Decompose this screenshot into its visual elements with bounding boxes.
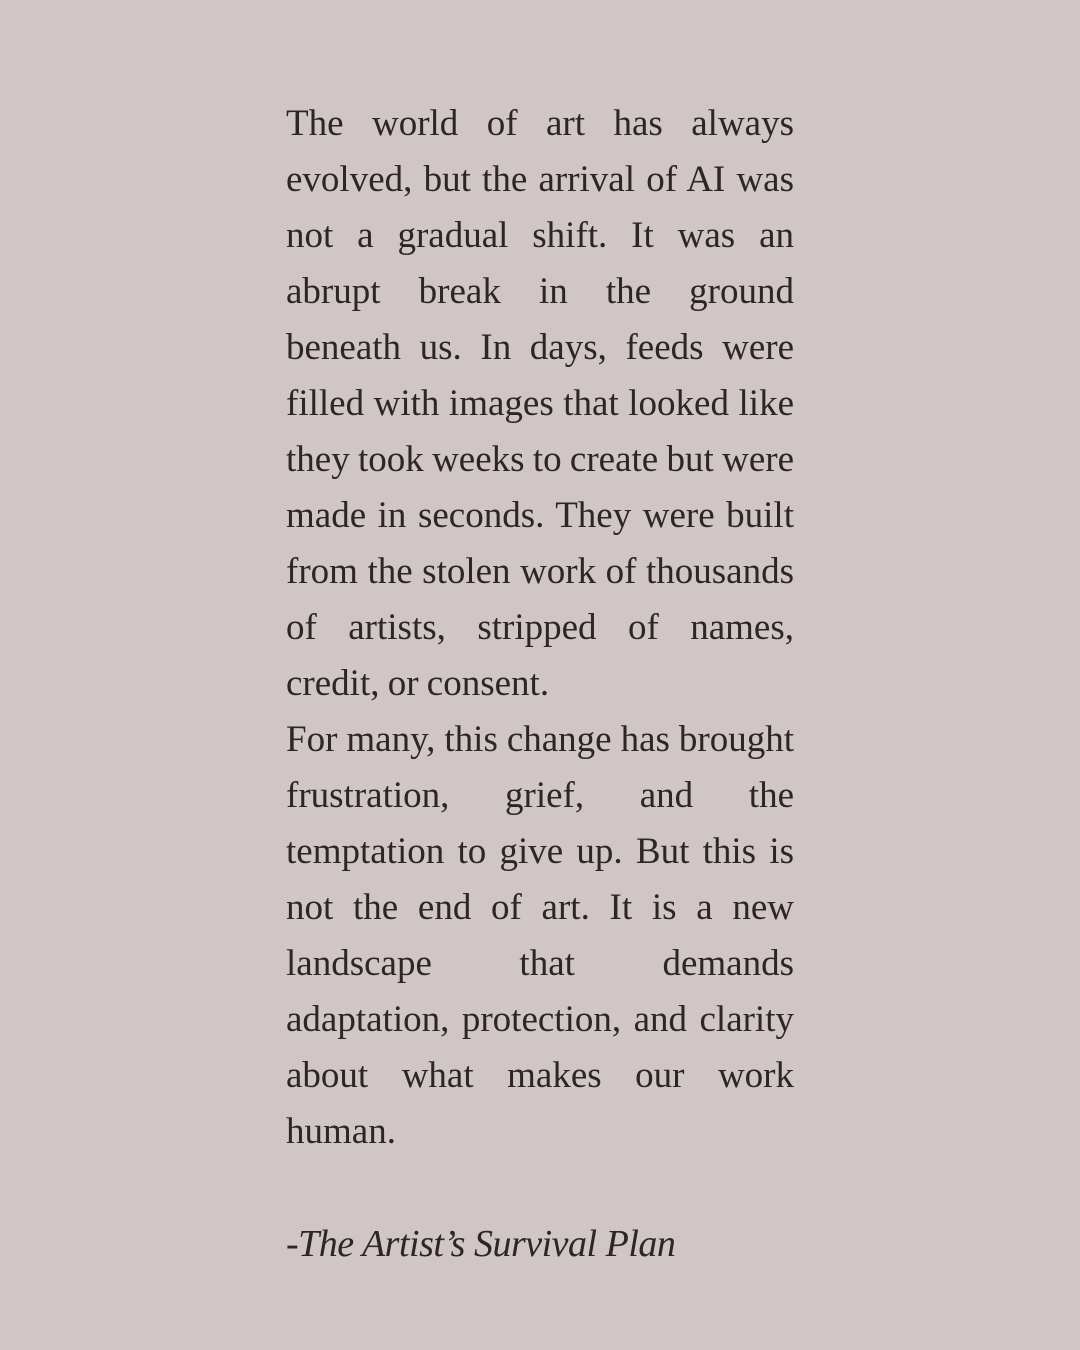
attribution: -The Artist’s Survival Plan [286, 1223, 676, 1265]
body-text [286, 96, 794, 1160]
paragraph-1: The world of art has always evolved, but the arrival of AI was not a gradual shift. It was an abrupt break in the ground beneath us. In days, feeds were filled with images that looked like they took weeks to create but were made in seconds. They were built from the stolen work of thousands of artists, stripped of names, credit, or consent. [286, 103, 794, 704]
paragraph-2: For many, this change has brought frustration, grief, and the temptation to give up. But this is not the end of art. It is a new landscape that demands adaptation, protection, and clarity about what makes our work human. [286, 719, 794, 1152]
